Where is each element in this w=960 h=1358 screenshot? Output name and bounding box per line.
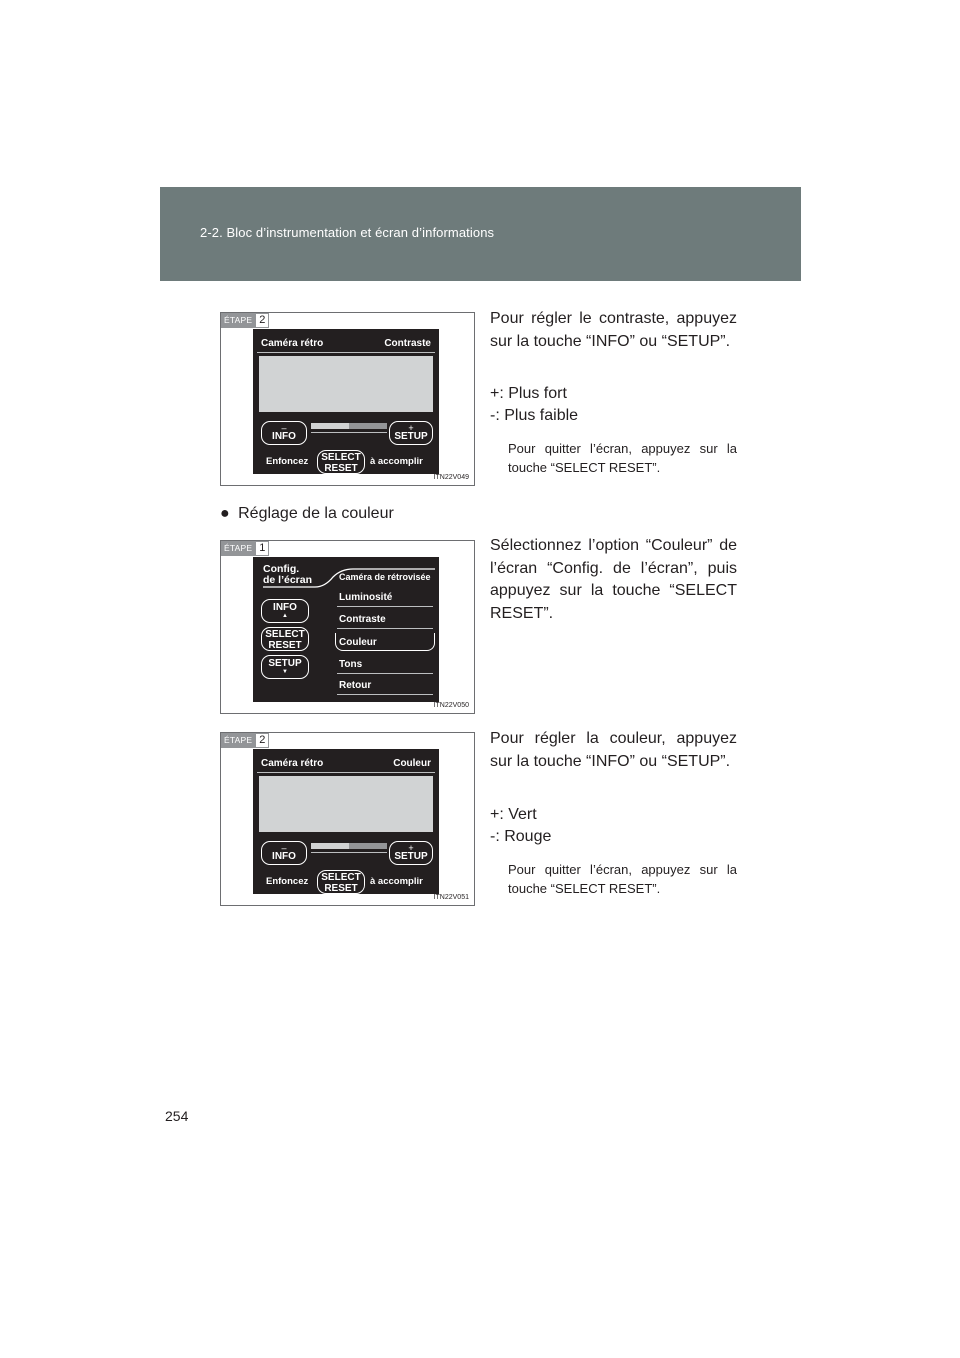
minus-line-color: -: Rouge: [490, 828, 552, 845]
step-badge: [221, 313, 269, 328]
step-label: ÉTAPE: [221, 733, 255, 748]
menu-item-luminosite: Luminosité: [339, 592, 393, 603]
plus-sign: +: [408, 423, 414, 433]
bullet-icon: ●: [220, 505, 230, 522]
info-button: [261, 841, 307, 865]
step-text-color: Pour régler la couleur, appuyez sur la touche “INFO” ou “SETUP”.: [490, 730, 737, 770]
camera-preview: [259, 356, 433, 412]
plus-sign: +: [408, 843, 414, 853]
accomplish-label: à accomplir: [370, 876, 423, 887]
screen-divider: [257, 772, 435, 773]
step-text-select-couleur: Sélectionnez l’option “Couleur” de l’écran “Config. de l’écran”, puis appuyez sur la touche “SELECT RESET”.: [490, 537, 737, 622]
camera-preview: [259, 776, 433, 832]
display-screen: [253, 749, 439, 894]
screen-divider: [257, 352, 435, 353]
menu-item-retour: Retour: [339, 680, 372, 691]
screen-mode-label: Couleur: [393, 758, 431, 769]
note-color: Pour quitter l’écran, appuyez sur la touche “SELECT RESET”.: [508, 862, 737, 896]
display-screen: [253, 329, 439, 474]
display-screen: [253, 557, 439, 702]
menu-item-couleur: Couleur: [339, 637, 377, 648]
down-arrow-icon: ▼: [282, 669, 288, 675]
select-label: SELECT: [321, 452, 361, 463]
select-reset-button: [261, 627, 309, 651]
page-number: 254: [165, 1108, 189, 1124]
select-reset-button: [317, 450, 365, 474]
select-label: SELECT: [265, 629, 305, 640]
up-arrow-icon: ▲: [282, 613, 288, 619]
color-level-bar: [311, 843, 387, 849]
menu-item-tons: Tons: [339, 659, 363, 670]
step-text-contrast: Pour régler le contraste, appuyez sur la touche “INFO” ou “SETUP”.: [490, 310, 737, 350]
info-button-label: INFO: [273, 602, 297, 613]
color-level-fill: [311, 843, 349, 849]
minus-sign: –: [281, 843, 287, 853]
reset-label: RESET: [324, 883, 358, 894]
level-baseline: [311, 432, 387, 433]
step-number: 2: [255, 733, 269, 748]
setup-button: [389, 841, 433, 865]
reset-label: RESET: [268, 640, 302, 651]
menu-divider: [337, 673, 433, 674]
minus-sign: –: [281, 423, 287, 433]
figure-code: ITN22V050: [433, 702, 469, 709]
accomplish-label: à accomplir: [370, 456, 423, 467]
figure-code: ITN22V049: [433, 474, 469, 481]
select-label: SELECT: [321, 872, 361, 883]
screen-title: Caméra rétro: [261, 758, 324, 769]
chapter-header-title: 2-2. Bloc d’instrumentation et écran d’informations: [200, 225, 495, 240]
note-contrast: Pour quitter l’écran, appuyez sur la touche “SELECT RESET”.: [508, 441, 737, 475]
config-title-line-2: de l’écran: [263, 574, 313, 586]
setup-button: [389, 421, 433, 445]
figure-config-step: [220, 540, 475, 714]
setup-button-label: SETUP: [394, 851, 428, 862]
menu-divider: [337, 694, 433, 695]
step-number: 1: [255, 541, 269, 556]
camera-menu-title: Caméra de rétrovisée: [339, 572, 431, 582]
step-number: 2: [255, 313, 269, 328]
figure-color-step: [220, 732, 475, 906]
select-reset-button: [317, 870, 365, 894]
contrast-level-fill: [311, 423, 349, 429]
section-heading-text: Réglage de la couleur: [238, 505, 394, 522]
press-label: Enfoncez: [266, 456, 309, 467]
reset-label: RESET: [324, 463, 358, 474]
info-button-label: INFO: [272, 431, 296, 442]
setup-button: [261, 655, 309, 679]
step-badge: [221, 541, 269, 556]
screen-mode-label: Contraste: [384, 338, 431, 349]
plus-line-contrast: +: Plus fort: [490, 385, 567, 402]
setup-button-label: SETUP: [394, 431, 428, 442]
plus-line-color: +: Vert: [490, 806, 537, 823]
level-baseline: [311, 852, 387, 853]
step-badge: [221, 733, 269, 748]
info-button-label: INFO: [272, 851, 296, 862]
menu-divider: [337, 628, 433, 629]
config-title: Config.: [263, 563, 300, 575]
menu-item-contraste: Contraste: [339, 614, 386, 625]
figure-code: ITN22V051: [433, 894, 469, 901]
screen-title: Caméra rétro: [261, 338, 324, 349]
section-heading: [220, 505, 394, 523]
menu-divider: [337, 606, 433, 607]
minus-line-contrast: -: Plus faible: [490, 407, 579, 424]
contrast-level-bar: [311, 423, 387, 429]
info-button: [261, 599, 309, 623]
figure-contrast-step: [220, 312, 475, 486]
press-label: Enfoncez: [266, 876, 309, 887]
setup-button-label: SETUP: [268, 658, 302, 669]
step-label: ÉTAPE: [221, 313, 255, 328]
info-button: [261, 421, 307, 445]
step-label: ÉTAPE: [221, 541, 255, 556]
